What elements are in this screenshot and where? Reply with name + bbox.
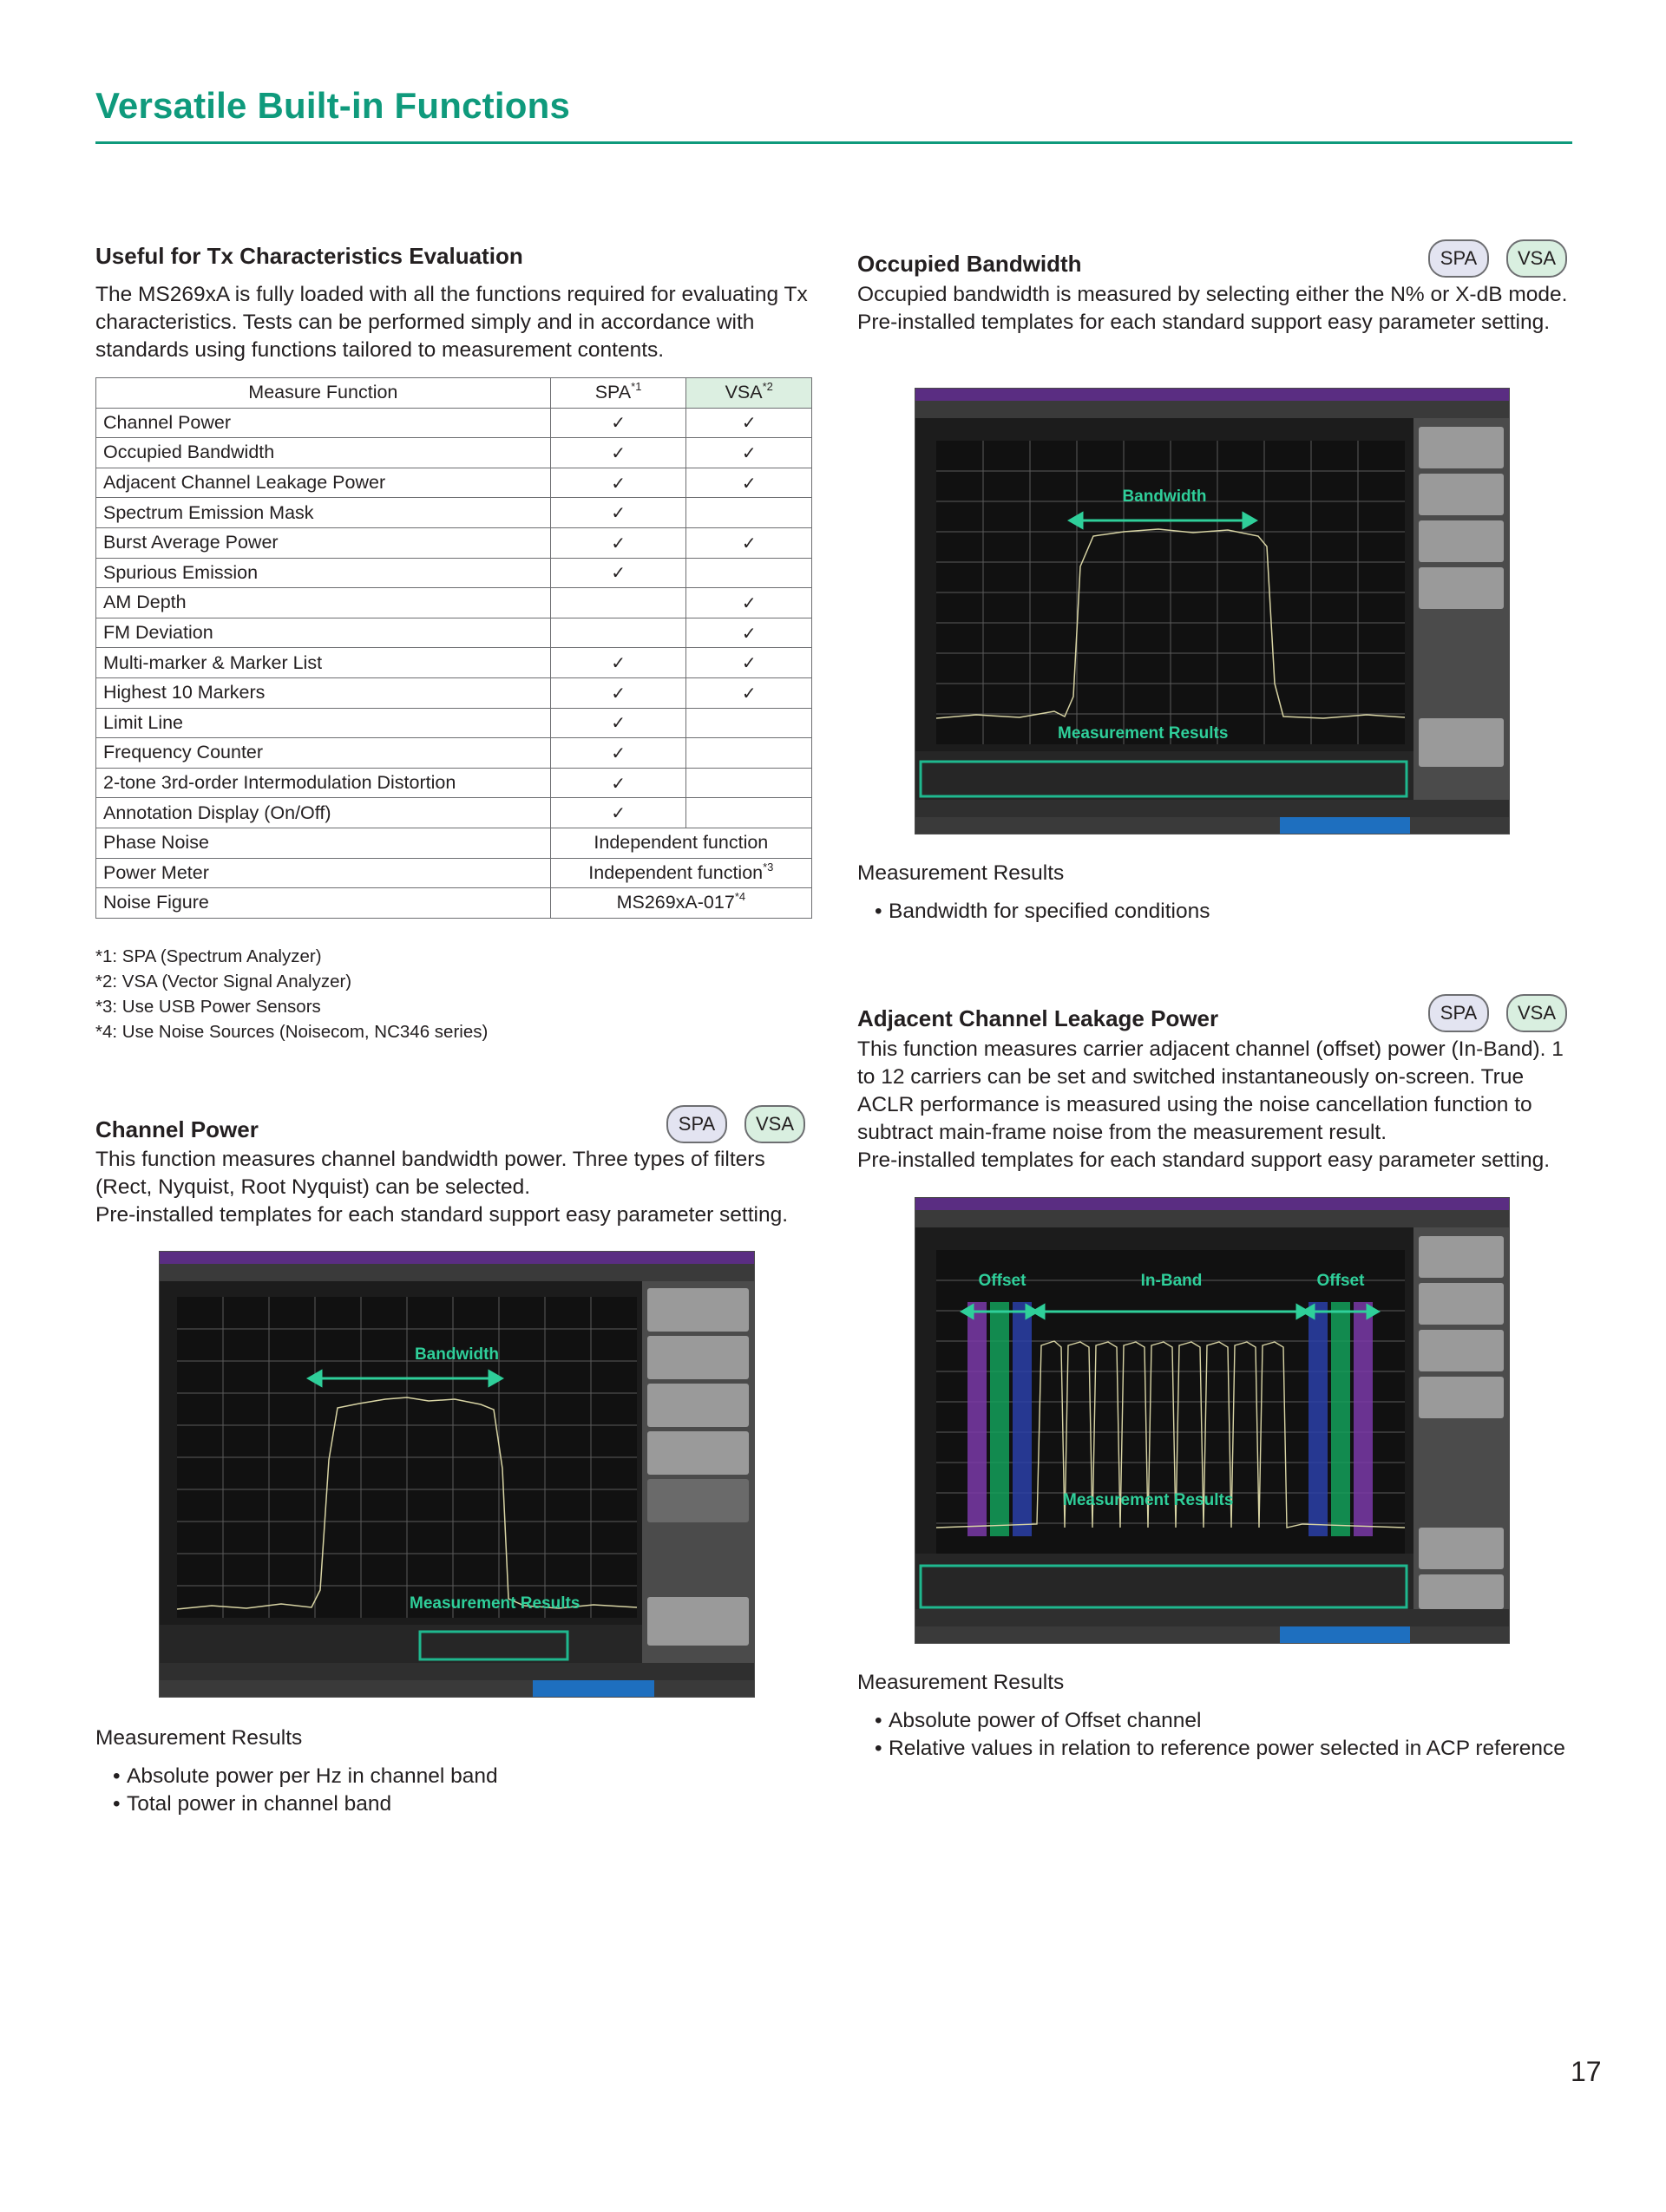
vsa-cell: ✓ bbox=[686, 677, 812, 708]
title-rule bbox=[95, 141, 1572, 144]
table-row bbox=[96, 648, 812, 678]
vsa-cell bbox=[686, 498, 812, 528]
occupied-bandwidth-results-list bbox=[857, 898, 1574, 926]
table-row bbox=[96, 768, 812, 798]
vsa-badge: VSA bbox=[1506, 239, 1567, 278]
occupied-bandwidth-screenshot bbox=[915, 388, 1510, 834]
offset-right-overlay: Offset bbox=[1316, 1272, 1365, 1290]
analyzer-screen bbox=[160, 1252, 754, 1697]
vsa-cell bbox=[686, 558, 812, 588]
spa-cell: ✓ bbox=[550, 498, 686, 528]
span-value: Independent function bbox=[588, 861, 764, 883]
measurement-results-overlay: Measurement Results bbox=[410, 1594, 580, 1613]
list-item: • Absolute power per Hz in channel band bbox=[95, 1763, 824, 1790]
table-row bbox=[96, 798, 812, 828]
vsa-cell bbox=[686, 768, 812, 798]
function-name: Spurious Emission bbox=[96, 558, 551, 588]
header-vsa bbox=[686, 378, 812, 409]
function-name: Frequency Counter bbox=[96, 738, 551, 769]
function-name: Channel Power bbox=[96, 408, 551, 438]
aclr-body bbox=[857, 1036, 1574, 1175]
list-item: • Bandwidth for specified conditions bbox=[857, 898, 1574, 926]
vsa-cell bbox=[686, 798, 812, 828]
occupied-bandwidth-body bbox=[857, 281, 1574, 337]
analyzer-screen bbox=[915, 389, 1509, 834]
offset-left-overlay: Offset bbox=[978, 1272, 1026, 1290]
table-row bbox=[96, 708, 812, 738]
header-spa-note: *1 bbox=[631, 380, 642, 394]
table-row bbox=[96, 527, 812, 558]
list-item: • Absolute power of Offset channel bbox=[857, 1707, 1574, 1735]
spa-cell: ✓ bbox=[550, 798, 686, 828]
span-note: *3 bbox=[763, 860, 774, 874]
table-row bbox=[96, 438, 812, 468]
footnote: *3: Use USB Power Sensors bbox=[95, 997, 321, 1017]
table-row bbox=[96, 888, 812, 919]
table-row bbox=[96, 828, 812, 858]
table-row bbox=[96, 468, 812, 498]
channel-power-body bbox=[95, 1146, 824, 1229]
list-item: • Relative values in relation to reference power selected in ACP reference bbox=[857, 1735, 1574, 1763]
table-row bbox=[96, 558, 812, 588]
spa-cell: ✓ bbox=[550, 648, 686, 678]
footnote: *2: VSA (Vector Signal Analyzer) bbox=[95, 972, 352, 991]
footnotes bbox=[95, 944, 488, 1044]
aclr-para: Pre-installed templates for each standard support easy parameter setting. bbox=[857, 1149, 1551, 1172]
spa-cell bbox=[550, 618, 686, 648]
aclr-results-label: Measurement Results bbox=[857, 1671, 1065, 1694]
span-cell bbox=[550, 888, 811, 919]
spa-badge: SPA bbox=[666, 1105, 727, 1143]
spa-cell: ✓ bbox=[550, 738, 686, 769]
channel-power-results-list bbox=[95, 1763, 824, 1818]
table-row bbox=[96, 858, 812, 888]
table-row bbox=[96, 408, 812, 438]
table-row bbox=[96, 677, 812, 708]
function-name: Power Meter bbox=[96, 858, 551, 888]
vsa-cell: ✓ bbox=[686, 468, 812, 498]
spa-cell: ✓ bbox=[550, 408, 686, 438]
vsa-cell bbox=[686, 708, 812, 738]
bandwidth-overlay: Bandwidth bbox=[1122, 488, 1207, 506]
analyzer-screen bbox=[915, 1198, 1509, 1643]
header-vsa-label: VSA bbox=[725, 382, 763, 403]
function-name: FM Deviation bbox=[96, 618, 551, 648]
channel-power-para: Pre-installed templates for each standard support easy parameter setting. bbox=[95, 1203, 789, 1227]
spa-cell bbox=[550, 588, 686, 618]
spa-cell: ✓ bbox=[550, 558, 686, 588]
spa-badge: SPA bbox=[1428, 994, 1489, 1032]
aclr-heading: Adjacent Channel Leakage Power bbox=[857, 1005, 1219, 1031]
function-name: Highest 10 Markers bbox=[96, 677, 551, 708]
vsa-badge: VSA bbox=[1506, 994, 1567, 1032]
span-cell bbox=[550, 828, 811, 858]
function-name: Adjacent Channel Leakage Power bbox=[96, 468, 551, 498]
span-value: MS269xA-017 bbox=[616, 892, 735, 913]
tx-heading: Useful for Tx Characteristics Evaluation bbox=[95, 243, 523, 269]
vsa-cell: ✓ bbox=[686, 648, 812, 678]
header-vsa-note: *2 bbox=[762, 380, 773, 394]
measure-function-table bbox=[95, 377, 812, 919]
channel-power-heading: Channel Power bbox=[95, 1116, 259, 1142]
footnote: *1: SPA (Spectrum Analyzer) bbox=[95, 946, 322, 966]
vsa-cell: ✓ bbox=[686, 588, 812, 618]
channel-power-screenshot bbox=[159, 1251, 755, 1698]
channel-power-para: This function measures channel bandwidth power. Three types of filters (Rect, Nyquist, Root Nyquist) can be selected. bbox=[95, 1148, 765, 1199]
header-function: Measure Function bbox=[96, 378, 551, 409]
function-name: Noise Figure bbox=[96, 888, 551, 919]
function-name: AM Depth bbox=[96, 588, 551, 618]
table-header-row bbox=[96, 378, 812, 409]
tx-body: The MS269xA is fully loaded with all the functions required for evaluating Tx characteristics. Tests can be performed simply and in accordance with standards using functions tailored to measurement contents. bbox=[95, 283, 808, 362]
page-number: 17 bbox=[1571, 2056, 1602, 2087]
inband-overlay: In-Band bbox=[1140, 1272, 1203, 1290]
vsa-badge: VSA bbox=[744, 1105, 805, 1143]
aclr-para: This function measures carrier adjacent channel (offset) power (In-Band). 1 to 12 carriers can be set and switched instantaneously on-screen. True ACLR performance is measured using the noise cancellation function to subtract main-frame noise from the measurement result. bbox=[857, 1037, 1564, 1144]
occupied-bandwidth-para: Pre-installed templates for each standard support easy parameter setting. bbox=[857, 311, 1551, 334]
channel-power-results-label: Measurement Results bbox=[95, 1726, 303, 1750]
function-name: Burst Average Power bbox=[96, 527, 551, 558]
function-name: Phase Noise bbox=[96, 828, 551, 858]
occupied-bandwidth-results-label: Measurement Results bbox=[857, 861, 1065, 885]
aclr-screenshot bbox=[915, 1197, 1510, 1644]
function-name: Limit Line bbox=[96, 708, 551, 738]
table-row bbox=[96, 738, 812, 769]
spa-cell: ✓ bbox=[550, 768, 686, 798]
span-note: *4 bbox=[734, 890, 746, 904]
vsa-cell: ✓ bbox=[686, 408, 812, 438]
spa-cell: ✓ bbox=[550, 468, 686, 498]
table-row bbox=[96, 618, 812, 648]
span-cell bbox=[550, 858, 811, 888]
function-name: Annotation Display (On/Off) bbox=[96, 798, 551, 828]
vsa-cell bbox=[686, 738, 812, 769]
page-title: Versatile Built-in Functions bbox=[95, 85, 571, 126]
list-item: • Total power in channel band bbox=[95, 1790, 824, 1818]
function-name: 2-tone 3rd-order Intermodulation Distortion bbox=[96, 768, 551, 798]
table-row bbox=[96, 498, 812, 528]
measurement-results-overlay: Measurement Results bbox=[1058, 724, 1229, 743]
spa-cell: ✓ bbox=[550, 527, 686, 558]
span-value: Independent function bbox=[594, 832, 769, 854]
header-spa-label: SPA bbox=[594, 382, 632, 403]
measurement-results-overlay: Measurement Results bbox=[1063, 1491, 1234, 1509]
spa-badge: SPA bbox=[1428, 239, 1489, 278]
spa-cell: ✓ bbox=[550, 677, 686, 708]
aclr-results-list bbox=[857, 1707, 1574, 1763]
spa-cell: ✓ bbox=[550, 708, 686, 738]
vsa-cell: ✓ bbox=[686, 527, 812, 558]
function-name: Spectrum Emission Mask bbox=[96, 498, 551, 528]
occupied-bandwidth-heading: Occupied Bandwidth bbox=[857, 251, 1082, 277]
spa-cell: ✓ bbox=[550, 438, 686, 468]
vsa-cell: ✓ bbox=[686, 438, 812, 468]
vsa-cell: ✓ bbox=[686, 618, 812, 648]
function-name: Occupied Bandwidth bbox=[96, 438, 551, 468]
occupied-bandwidth-para: Occupied bandwidth is measured by selecting either the N% or X-dB mode. bbox=[857, 283, 1568, 306]
function-name: Multi-marker & Marker List bbox=[96, 648, 551, 678]
header-spa bbox=[550, 378, 686, 409]
table-row bbox=[96, 588, 812, 618]
footnote: *4: Use Noise Sources (Noisecom, NC346 series) bbox=[95, 1022, 489, 1042]
bandwidth-overlay: Bandwidth bbox=[414, 1345, 500, 1364]
